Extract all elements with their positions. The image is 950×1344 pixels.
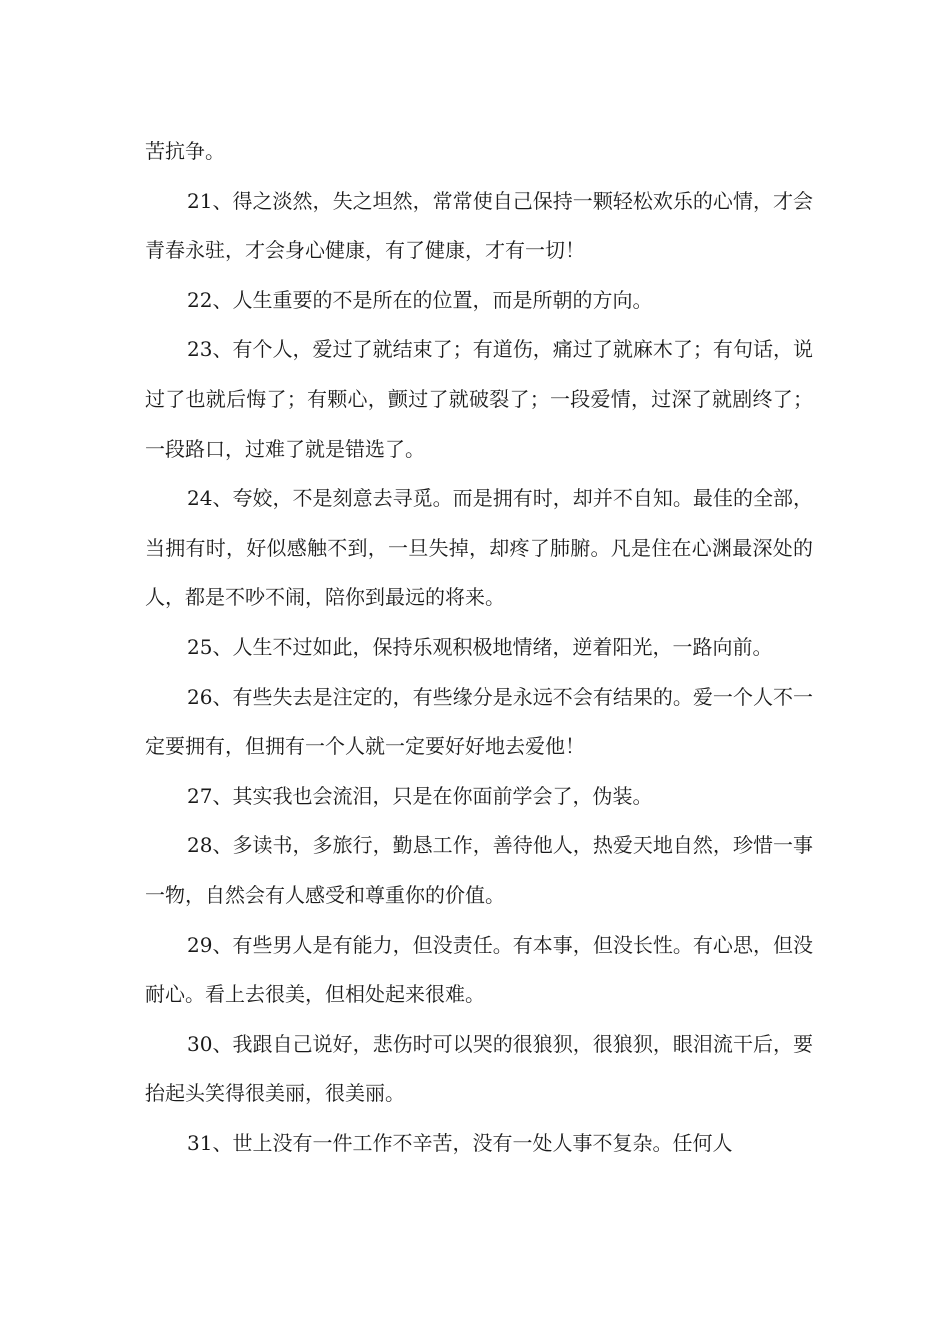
paragraph-23: 23、有个人，爱过了就结束了；有道伤，痛过了就麻木了；有句话，说过了也就后悔了；有颗心，颤过了就破裂了；一段爱情，过深了就剧终了；一段路口，过难了就是错选了。 — [145, 337, 813, 461]
paragraph-22: 22、人生重要的不是所在的位置，而是所朝的方向。 — [187, 287, 653, 312]
paragraph-continuation: 苦抗争。 — [145, 139, 225, 163]
document-body — [145, 127, 813, 1168]
paragraph-28: 28、多读书，多旅行，勤恳工作，善待他人，热爱天地自然，珍惜一事一物，自然会有人感受和尊重你的价值。 — [145, 833, 813, 907]
paragraph-24: 24、夸姣，不是刻意去寻觅。而是拥有时，却并不自知。最佳的全部，当拥有时，好似感触不到，一旦失掉，却疼了肺腑。凡是住在心渊最深处的人，都是不吵不闹，陪你到最远的将来。 — [145, 486, 813, 610]
paragraph-29: 29、有些男人是有能力，但没责任。有本事，但没长性。有心思，但没耐心。看上去很美，但相处起来很难。 — [145, 932, 813, 1007]
paragraph-26: 26、有些失去是注定的，有些缘分是永远不会有结果的。爱一个人不一定要拥有，但拥有一个人就一定要好好地去爱他！ — [145, 684, 813, 759]
paragraph-30: 30、我跟自己说好，悲伤时可以哭的很狼狈，很狼狈，眼泪流干后，要抬起头笑得很美丽，很美丽。 — [145, 1031, 813, 1106]
paragraph-31: 31、世上没有一件工作不辛苦，没有一处人事不复杂。任何人 — [187, 1130, 733, 1155]
paragraph-27: 27、其实我也会流泪，只是在你面前学会了，伪装。 — [187, 783, 653, 808]
paragraph-21: 21、得之淡然，失之坦然，常常使自己保持一颗轻松欢乐的心情，才会青春永驻，才会身心健康，有了健康，才有一切！ — [145, 188, 813, 263]
paragraph-25: 25、人生不过如此，保持乐观积极地情绪，逆着阳光，一路向前。 — [187, 634, 773, 659]
